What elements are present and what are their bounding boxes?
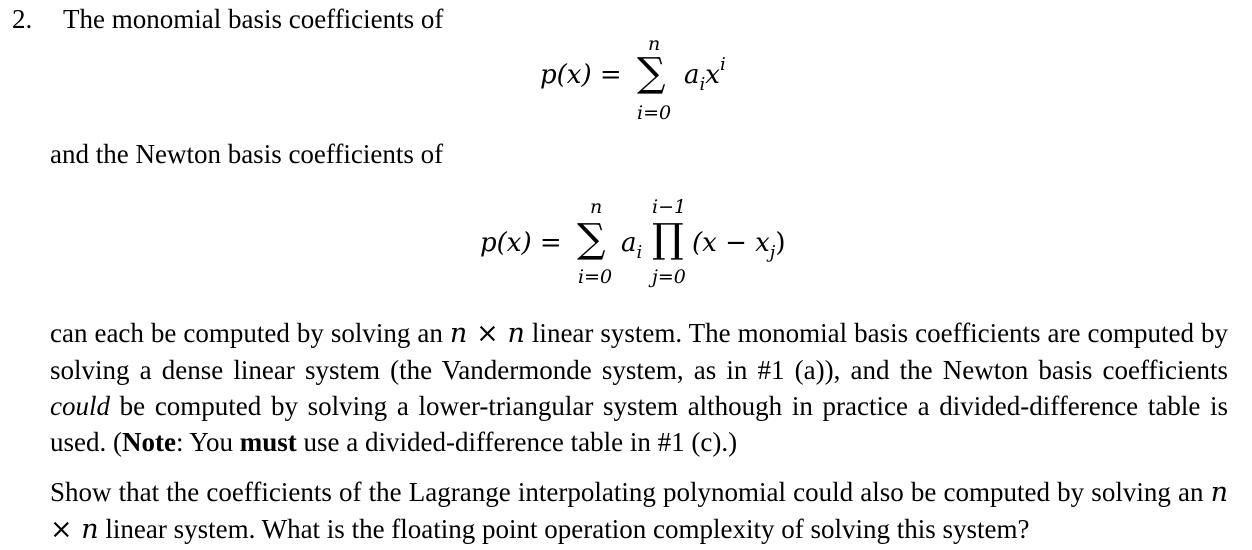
eq2-sum-symbol: ∑ xyxy=(577,216,606,262)
paragraph-question xyxy=(50,474,1228,548)
p1-bold-note: Note xyxy=(121,427,176,457)
eq1-sum-lower: i=0 xyxy=(637,102,672,124)
p1-text-2: linear system. The monomial basis coefficients are computed by solving a dense linear system (the Vandermonde system, as in #1 (a)), and the Newton basis coefficients xyxy=(50,318,1228,385)
eq2-factor: $(x - x_j)$ xyxy=(692,228,786,263)
p1-text-1: can each be computed by solving an xyxy=(50,318,450,348)
p2-text-1: Show that the coefficients of the Lagrange interpolating polynomial could also be computed by solving an xyxy=(50,477,1211,507)
p1-emph-could: could xyxy=(50,391,110,421)
problem-intro: The monomial basis coefficients of xyxy=(63,4,444,34)
p1-bold-must: must xyxy=(239,427,297,457)
eq1-sum-upper: n xyxy=(648,33,661,55)
eq2-prod-lower: j=0 xyxy=(652,266,686,288)
eq2-coef: $a_i$ xyxy=(621,228,643,263)
eq2-prod-upper: i−1 xyxy=(652,196,687,218)
p2-math-nxn: n × n xyxy=(50,477,1228,545)
eq2-lhs: p(x) = xyxy=(480,228,562,258)
eq1-term: $a_ix^i$ xyxy=(684,54,726,95)
problem-number: 2. xyxy=(12,4,33,34)
paragraph-methods xyxy=(50,315,1228,460)
eq2-sum-lower: i=0 xyxy=(578,266,613,288)
connector-text: and the Newton basis coefficients of xyxy=(50,139,444,169)
p1-text-4: : You xyxy=(175,427,240,457)
eq1-sum-symbol: ∑ xyxy=(637,50,666,96)
p2-text-2: linear system. What is the floating point operation complexity of solving this system? xyxy=(98,514,1030,544)
eq1-lhs: p(x) = xyxy=(540,60,622,90)
p1-text-3: be computed by solving a lower-triangular system although in practice a divided-difference table is used. ( xyxy=(50,391,1228,457)
p1-math-nxn: n × n xyxy=(449,318,525,349)
eq2-prod-symbol: ∏ xyxy=(652,216,684,262)
p1-text-5: use a divided-difference table in #1 (c).) xyxy=(296,427,738,457)
eq2-sum-upper: n xyxy=(590,196,603,218)
